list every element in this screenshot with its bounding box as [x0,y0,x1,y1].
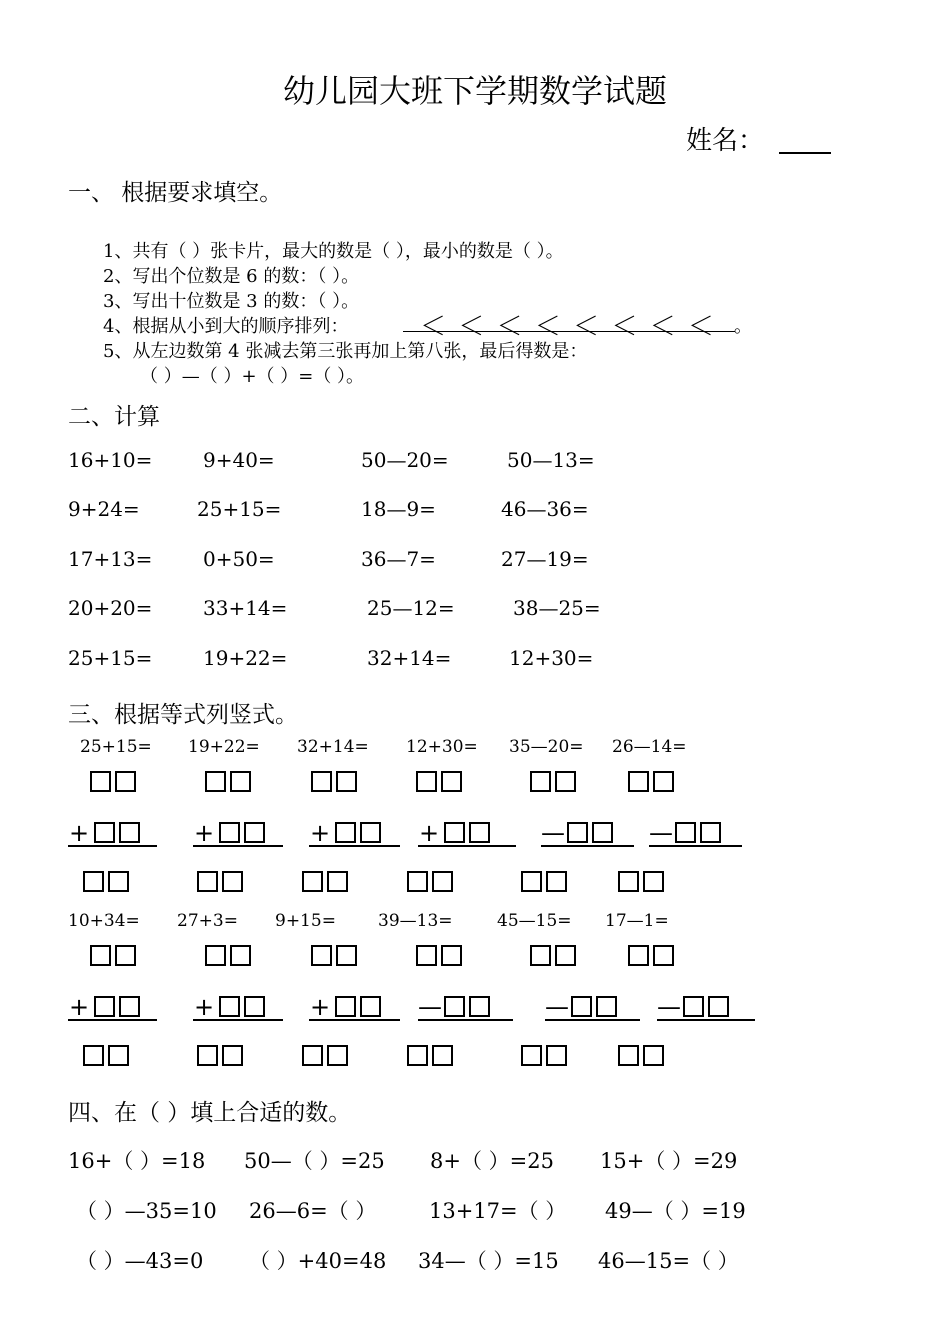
answer-box[interactable] [441,771,462,792]
sum-line [309,1019,400,1021]
answer-box[interactable] [555,945,576,966]
answer-box[interactable] [222,1045,243,1066]
operator-row [545,993,567,1021]
vertical-equation: 17—1= [605,911,669,931]
operator-sign: + [68,819,90,847]
answer-box[interactable] [335,996,356,1017]
answer-box[interactable] [628,771,649,792]
result-boxes[interactable] [83,1045,129,1066]
operator-sign: + [309,993,331,1021]
answer-box[interactable] [643,1045,664,1066]
answer-box[interactable] [108,871,129,892]
operator-row [68,819,90,847]
answer-box[interactable] [628,945,649,966]
answer-box[interactable] [219,996,240,1017]
question-4-end: 。 [734,316,752,337]
calc-problem: 36—7= [361,547,436,571]
operator-sign: + [193,819,215,847]
calc-problem: 17+13= [68,547,153,571]
answer-box[interactable] [653,945,674,966]
fill-problem: 50—（ ）=25 [244,1149,385,1173]
answer-box[interactable] [530,771,551,792]
calc-problem: 16+10= [68,448,153,472]
operand-boxes[interactable] [311,945,357,966]
operator-sign: — [541,819,565,847]
answer-box[interactable] [407,871,428,892]
answer-box[interactable] [683,996,704,1017]
vertical-equation: 26—14= [612,737,687,757]
section2-heading: 二、计算 [68,404,160,430]
calc-problem: 25—12= [367,596,455,620]
vertical-equation: 25+15= [80,737,152,757]
sum-line [309,845,400,847]
fill-problem: 16+（ ）=18 [68,1149,206,1173]
operator-row [309,819,331,847]
calc-problem: 18—9= [361,497,436,521]
fill-problem: 46—15=（ ） [598,1249,739,1273]
operand-boxes[interactable] [90,771,136,792]
sum-line [418,1019,513,1021]
operator-row [193,819,215,847]
answer-box[interactable] [197,1045,218,1066]
result-boxes[interactable] [407,871,453,892]
answer-box[interactable] [546,871,567,892]
question-5-formula: （ ）—（ ）+（ ）=（ ）。 [140,366,365,387]
answer-box[interactable] [653,771,674,792]
vertical-equation: 35—20= [509,737,584,757]
fill-problem: 15+（ ）=29 [600,1149,738,1173]
answer-box[interactable] [444,822,465,843]
fill-problem: （ ）+40=48 [249,1249,387,1273]
answer-box[interactable] [444,996,465,1017]
operand-boxes[interactable] [335,996,381,1017]
answer-box[interactable] [567,822,588,843]
calc-problem: 9+40= [203,448,275,472]
operand-boxes[interactable] [444,996,490,1017]
result-boxes[interactable] [83,871,129,892]
answer-box[interactable] [416,945,437,966]
operand-boxes[interactable] [335,822,381,843]
answer-box[interactable] [115,771,136,792]
calc-problem: 25+15= [197,497,282,521]
answer-box[interactable] [416,771,437,792]
answer-box[interactable] [335,822,356,843]
answer-box[interactable] [407,1045,428,1066]
question-2: 2、写出个位数是 6 的数：（ ）。 [103,266,360,287]
answer-box[interactable] [94,996,115,1017]
sum-line [545,1019,640,1021]
answer-box[interactable] [327,1045,348,1066]
operand-boxes[interactable] [416,771,462,792]
vertical-equation: 10+34= [68,911,140,931]
operand-boxes[interactable] [416,945,462,966]
fill-problem: 13+17=（ ） [429,1199,567,1223]
operator-row [649,819,671,847]
answer-box[interactable] [119,996,140,1017]
answer-box[interactable] [700,822,721,843]
operator-sign: + [193,993,215,1021]
operator-row [418,993,440,1021]
answer-box[interactable] [708,996,729,1017]
question-1: 1、共有（ ）张卡片，最大的数是（ ），最小的数是（ ）。 [103,241,564,262]
operator-row [541,819,563,847]
result-boxes[interactable] [197,1045,243,1066]
answer-box[interactable] [530,945,551,966]
operand-boxes[interactable] [90,945,136,966]
answer-box[interactable] [230,771,251,792]
vertical-equation: 19+22= [188,737,260,757]
answer-box[interactable] [205,771,226,792]
operand-boxes[interactable] [530,771,576,792]
operand-boxes[interactable] [571,996,617,1017]
operand-boxes[interactable] [530,945,576,966]
result-boxes[interactable] [302,871,348,892]
calc-problem: 0+50= [203,547,275,571]
answer-box[interactable] [302,871,323,892]
fill-problem: （ ）—43=0 [76,1249,204,1273]
sum-line [541,845,634,847]
result-boxes[interactable] [521,871,567,892]
name-label: 姓名： [686,126,765,156]
operand-boxes[interactable] [219,996,265,1017]
result-boxes[interactable] [407,1045,453,1066]
answer-box[interactable] [197,871,218,892]
operand-boxes[interactable] [683,996,729,1017]
calc-problem: 50—13= [507,448,595,472]
vertical-equation: 39—13= [378,911,453,931]
operator-row [418,819,440,847]
question-3: 3、写出十位数是 3 的数：（ ）。 [103,291,360,312]
operand-boxes[interactable] [311,771,357,792]
answer-box[interactable] [327,871,348,892]
answer-box[interactable] [244,822,265,843]
question-4: 4、根据从小到大的顺序排列： [103,316,349,337]
calc-problem: 50—20= [361,448,449,472]
question-5: 5、从左边数第 4 张减去第三张再加上第八张，最后得数是： [103,341,588,362]
sum-line [193,845,283,847]
operand-boxes[interactable] [205,945,251,966]
page-title: 幼儿园大班下学期数学试题 [282,72,667,110]
answer-box[interactable] [90,945,111,966]
operand-boxes[interactable] [628,771,674,792]
result-boxes[interactable] [302,1045,348,1066]
vertical-equation: 27+3= [177,911,238,931]
sum-line [657,1019,755,1021]
answer-box[interactable] [360,996,381,1017]
section3-heading: 三、根据等式列竖式。 [68,702,298,728]
answer-box[interactable] [219,822,240,843]
operator-sign: + [68,993,90,1021]
answer-box[interactable] [90,771,111,792]
answer-box[interactable] [360,822,381,843]
answer-box[interactable] [311,945,332,966]
answer-box[interactable] [94,822,115,843]
sum-line [193,1019,283,1021]
answer-box[interactable] [521,1045,542,1066]
result-boxes[interactable] [521,1045,567,1066]
answer-box[interactable] [336,771,357,792]
operator-row [309,993,331,1021]
calc-problem: 19+22= [203,646,288,670]
calc-problem: 20+20= [68,596,153,620]
operand-boxes[interactable] [94,822,140,843]
answer-box[interactable] [83,871,104,892]
vertical-equation: 12+30= [406,737,478,757]
operator-sign: — [649,819,673,847]
result-boxes[interactable] [197,871,243,892]
answer-box[interactable] [441,945,462,966]
sum-line [68,1019,157,1021]
operand-boxes[interactable] [444,822,490,843]
operand-boxes[interactable] [628,945,674,966]
answer-box[interactable] [618,871,639,892]
vertical-equation: 45—15= [497,911,572,931]
answer-box[interactable] [311,771,332,792]
answer-box[interactable] [230,945,251,966]
calc-problem: 9+24= [68,497,140,521]
operand-boxes[interactable] [205,771,251,792]
operator-sign: + [309,819,331,847]
answer-box[interactable] [432,871,453,892]
sum-line [68,845,157,847]
calc-problem: 25+15= [68,646,153,670]
answer-box[interactable] [546,1045,567,1066]
result-boxes[interactable] [618,871,664,892]
operand-boxes[interactable] [219,822,265,843]
answer-box[interactable] [108,1045,129,1066]
answer-box[interactable] [115,945,136,966]
answer-box[interactable] [205,945,226,966]
calc-problem: 46—36= [501,497,589,521]
order-answer-line[interactable] [403,331,735,332]
answer-box[interactable] [521,871,542,892]
section4-heading: 四、在（ ）填上合适的数。 [68,1100,352,1126]
operator-sign: + [418,819,440,847]
vertical-equation: 9+15= [275,911,336,931]
calc-problem: 38—25= [513,596,601,620]
section1-heading: 一、 根据要求填空。 [68,180,283,206]
answer-box[interactable] [119,822,140,843]
answer-box[interactable] [222,871,243,892]
answer-box[interactable] [618,1045,639,1066]
operand-boxes[interactable] [567,822,613,843]
answer-box[interactable] [596,996,617,1017]
operator-row [68,993,90,1021]
answer-box[interactable] [83,1045,104,1066]
answer-box[interactable] [302,1045,323,1066]
name-blank-line[interactable] [779,152,831,154]
fill-problem: （ ）—35=10 [76,1199,217,1223]
answer-box[interactable] [592,822,613,843]
sum-line [649,845,742,847]
answer-box[interactable] [336,945,357,966]
fill-problem: 8+（ ）=25 [430,1149,554,1173]
fill-problem: 26—6=（ ） [249,1199,377,1223]
result-boxes[interactable] [618,1045,664,1066]
operator-row [193,993,215,1021]
answer-box[interactable] [469,822,490,843]
answer-box[interactable] [675,822,696,843]
answer-box[interactable] [571,996,592,1017]
operand-boxes[interactable] [94,996,140,1017]
operator-sign: — [545,993,569,1021]
operator-sign: — [418,993,442,1021]
calc-problem: 12+30= [509,646,594,670]
answer-box[interactable] [555,771,576,792]
operand-boxes[interactable] [675,822,721,843]
answer-box[interactable] [469,996,490,1017]
fill-problem: 34—（ ）=15 [418,1249,559,1273]
operator-sign: — [657,993,681,1021]
calc-problem: 32+14= [367,646,452,670]
answer-box[interactable] [643,871,664,892]
vertical-equation: 32+14= [297,737,369,757]
calc-problem: 33+14= [203,596,288,620]
answer-box[interactable] [432,1045,453,1066]
order-less-than-marks: ＜ ＜ ＜ ＜ ＜ ＜ ＜ ＜ [420,312,716,342]
calc-problem: 27—19= [501,547,589,571]
fill-problem: 49—（ ）=19 [605,1199,746,1223]
operator-row [657,993,679,1021]
answer-box[interactable] [244,996,265,1017]
sum-line [418,845,516,847]
